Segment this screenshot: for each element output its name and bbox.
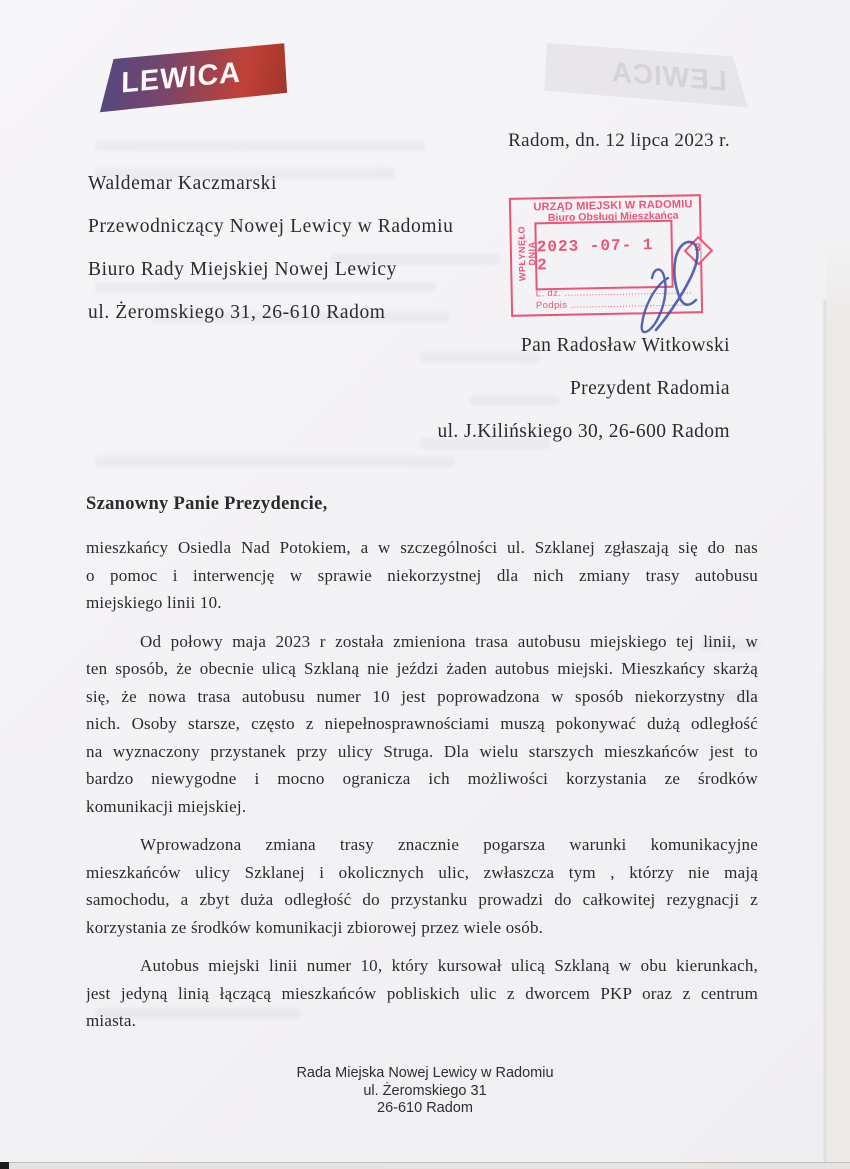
recipient-line: ul. J.Kilińskiego 30, 26-600 Radom: [437, 421, 730, 442]
letter-line: komunikacji miejskiej.: [86, 796, 247, 816]
scanner-background-strip: [826, 240, 850, 1169]
footer-block: [0, 1065, 850, 1118]
letter-line: Wprowadzona zmiana trasy znacznie pogarsza warunki komunikacyjne: [140, 835, 758, 854]
pen-signature: [618, 238, 713, 338]
letter-line: samochodu, a zbyt duża odległość do przystanku prowadzi do całkowitej rezygnacji z: [86, 890, 758, 909]
footer-line: Rada Miejska Nowej Lewicy w Radomiu: [296, 1065, 554, 1081]
stamp-office: URZĄD MIEJSKI W RADOMIU: [533, 198, 693, 214]
salutation: Szanowny Panie Prezydencie,: [86, 494, 328, 514]
letter-line: nich. Osoby starsze, często z niepełnosprawnościami muszą pokonywać dużą odległość: [86, 714, 758, 733]
letter-paragraph: [86, 952, 758, 1035]
stamp-ldz-line: L. dz. ..........................................: [535, 285, 693, 300]
stamp-received-label: WPŁYNĘŁO DNIA: [516, 226, 538, 282]
sender-line: ul. Żeromskiego 31, 26-610 Radom: [88, 302, 386, 323]
letter-line: Autobus miejski linii numer 10, który kursował ulicą Szklaną w obu kierunkach,: [140, 956, 758, 975]
logo-text: LEWICA: [121, 56, 242, 100]
letter-paragraph: [86, 831, 758, 941]
letter-line: mieszkańcy Osiedla Nad Potokiem, a w szczególności ul. Szklanej zgłaszają się do nas: [86, 538, 758, 557]
bleedthrough-logo: [540, 39, 753, 113]
bleedthrough-text: [95, 456, 455, 467]
sender-line: Przewodniczący Nowej Lewicy w Radomiu: [88, 216, 454, 237]
sender-line: Waldemar Kaczmarski: [88, 173, 278, 194]
scanner-corner-mark: [0, 1162, 9, 1169]
sender-line: Biuro Rady Miejskiej Nowej Lewicy: [88, 259, 397, 280]
letter-line: ten sposób, że obecnie ulicą Szklaną nie jeździ żaden autobus miejski. Mieszkańcy skarżą: [86, 659, 758, 678]
letter-line: o pomoc i interwencję w sprawie niekorzystnej dla nich zmiany trasy autobusu: [86, 565, 758, 585]
recipient-line: Prezydent Radomia: [569, 378, 730, 399]
stamp-corner-mark-value: 3: [694, 241, 701, 255]
letter-line: się, że nowa trasa autobusu numer 10 jest poprowadzona w sposób niekorzystny dla: [86, 686, 758, 706]
letter-line: miejskiego linii 10.: [86, 593, 222, 612]
letter-body: [86, 491, 758, 1046]
stamp-podpis-line: Podpis ......................................: [535, 297, 687, 312]
letter-line: mieszkańców ulicy Szklanej i okolicznych ulic, zwłaszcza tym , którzy nie mają: [86, 862, 758, 882]
stamp-date: 2023 -07- 1 2: [536, 236, 654, 275]
letter-line: korzystania ze środków komunikacji zbiorowej przez wiele osób.: [86, 917, 544, 937]
bleedthrough-logo-text: LEWICA: [610, 55, 728, 97]
scanner-bottom-edge: [0, 1162, 850, 1169]
date-line: Radom, dn. 12 lipca 2023 r.: [508, 130, 730, 151]
letter-line: bardzo niewygodne i mocno ogranicza ich możliwości korzystania ze środków: [86, 769, 758, 788]
footer-line: ul. Żeromskiego 31: [363, 1082, 487, 1099]
bleedthrough-text: [95, 140, 425, 151]
letter-paragraphs: [86, 534, 758, 1035]
letter-paragraph: [86, 628, 758, 821]
letter-paragraph: [86, 534, 758, 617]
letter-line: na wyznaczony przystanek przy ulicy Struga. Dla wielu starszych mieszkańców jest to: [86, 741, 758, 761]
letter-line: miasta.: [86, 1011, 137, 1030]
recipient-line: Pan Radosław Witkowski: [520, 335, 730, 356]
letter-line: Od połowy maja 2023 r została zmieniona trasa autobusu miejskiego tej linii, w: [140, 631, 758, 651]
footer-line: 26-610 Radom: [377, 1100, 473, 1116]
letter-line: jest jedyną linią łączącą mieszkańców pobliskich ulic z dworcem PKP oraz z centrum: [86, 983, 758, 1003]
lewica-logo: [96, 41, 291, 116]
paper-edge-shadow: [822, 300, 826, 1169]
recipient-block: [437, 334, 730, 463]
stamp-department: Biuro Obsługi Mieszkańca: [547, 209, 679, 225]
sender-block: [88, 172, 454, 344]
